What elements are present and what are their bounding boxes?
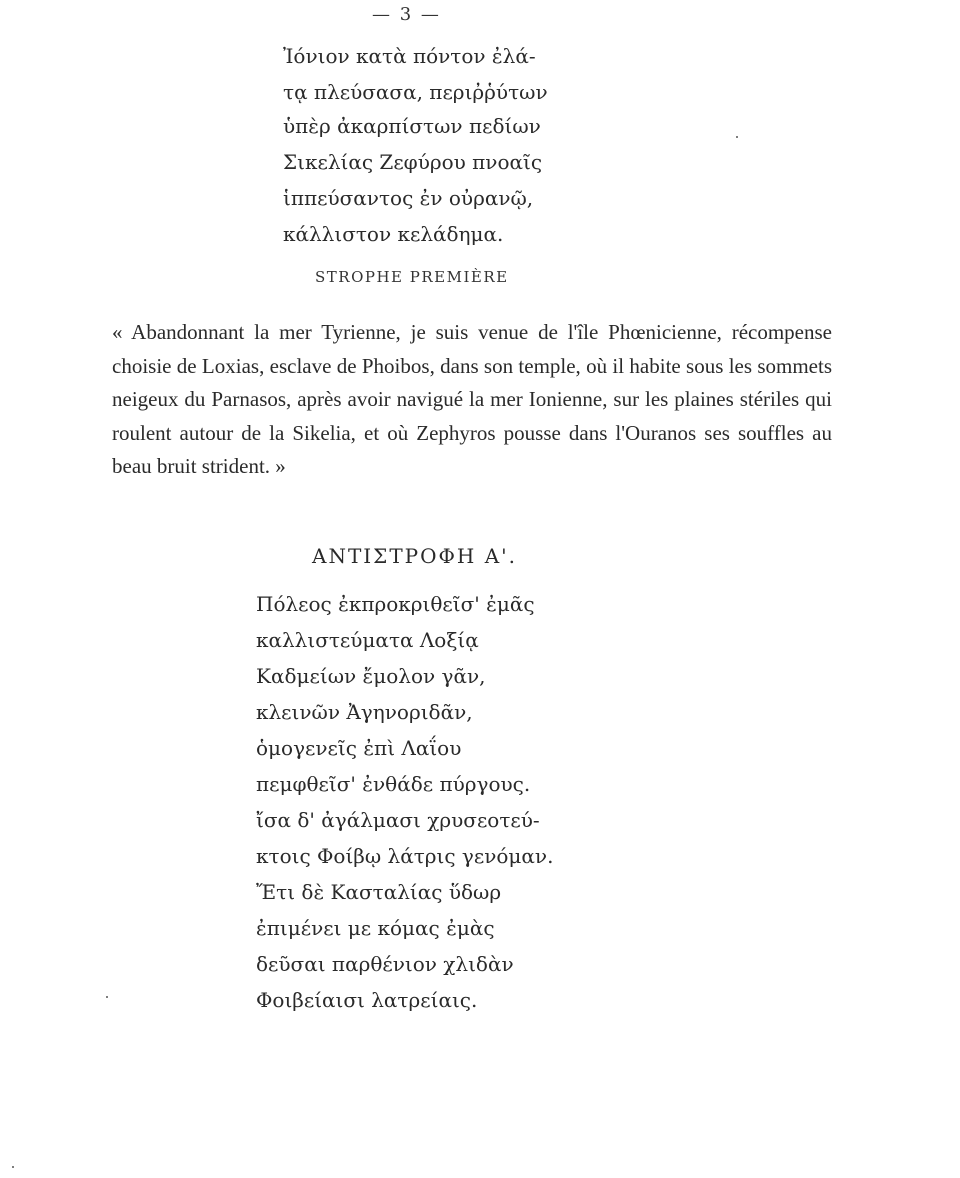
verse-line: Καδμείων ἔμολον γᾶν, (256, 664, 486, 688)
verse-line: τᾳ πλεύσασα, περιῤῥύτων (283, 80, 548, 104)
antistrophe-heading: ΑΝΤΙΣΤΡΟΦΗ Α'. (312, 544, 518, 568)
verse-line: δεῦσαι παρθένιον χλιδὰν (256, 952, 514, 976)
verse-line: Πόλεος ἐκπροκριθεῖσ' ἐμᾶς (256, 592, 535, 616)
verse-line: Φοιβείαισι λατρείαις. (256, 988, 478, 1012)
strophe-heading: STROPHE PREMIÈRE (315, 268, 509, 286)
verse-line: Ἰόνιον κατὰ πόντον ἐλά- (283, 44, 536, 68)
verse-line: κάλλιστον κελάδημα. (283, 222, 504, 246)
verse-line: καλλιστεύματα Λοξίᾳ (256, 628, 479, 652)
verse-line: ὁμογενεῖς ἐπὶ Λαΐου (256, 736, 462, 760)
scan-speck (106, 996, 108, 998)
translation-paragraph: « Abandonnant la mer Tyrienne, je suis venue de l'île Phœnicienne, récompense choisie de Loxias, esclave de Phoibos, dans son temple, où il habite sous les sommets neigeux du Parnasos, après avoir navigué la mer Ionienne, sur les plaines stériles qui roulent autour de la Sikelia, et où Zephyros pousse dans l'Ouranos ses souffles au beau bruit strident. » (112, 320, 832, 478)
verse-line: ἴσα δ' ἀγάλμασι χρυσεοτεύ- (256, 808, 540, 832)
verse-line: κλεινῶν Ἀγηνοριδᾶν, (256, 700, 473, 724)
scan-speck (12, 1166, 14, 1168)
verse-line: ἐπιμένει με κόμας ἐμὰς (256, 916, 495, 940)
verse-line: ἱππεύσαντος ἐν οὐρανῷ, (283, 186, 534, 210)
verse-line: πεμφθεῖσ' ἐνθάδε πύργους. (256, 772, 531, 796)
verse-line: κτοις Φοίβῳ λάτρις γενόμαν. (256, 844, 554, 868)
verse-line: Ἔτι δὲ Κασταλίας ὕδωρ (256, 880, 502, 904)
page-number: — 3 — (372, 4, 441, 25)
verse-line: Σικελίας Ζεφύρου πνοαῖς (283, 150, 543, 174)
scan-speck (736, 136, 738, 138)
verse-line: ὑπὲρ ἀκαρπίστων πεδίων (283, 114, 541, 138)
